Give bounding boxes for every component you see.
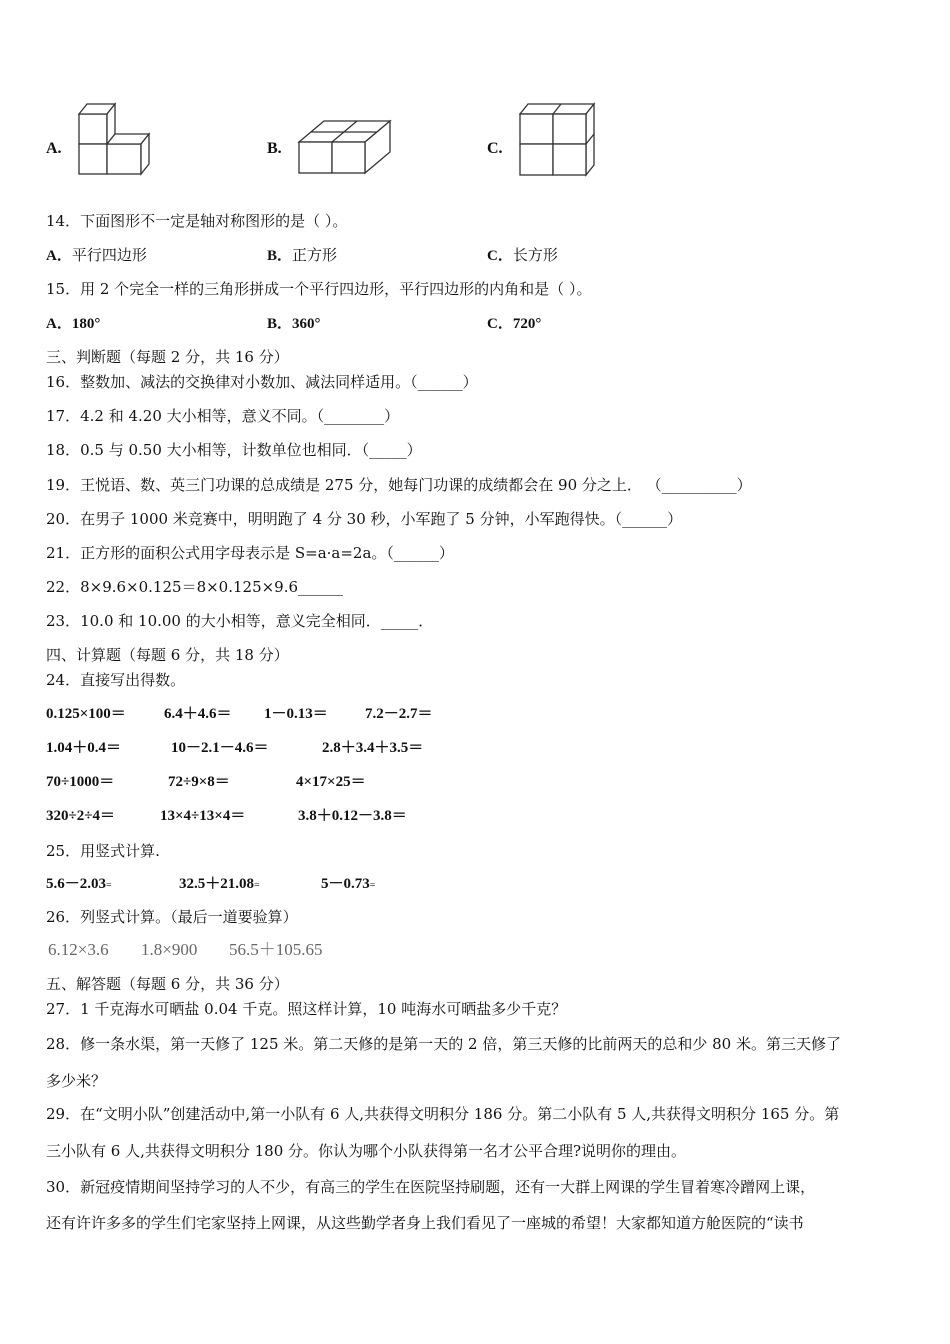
question-28-line-2: 多少米？ (46, 1072, 107, 1090)
q14-option-b: B．正方形 (267, 246, 338, 264)
question-26: 26．列竖式计算。（最后一道要验算） (46, 908, 298, 926)
vertical-calc-item: 32.5＋21.08= (179, 876, 260, 892)
q14-options (46, 245, 906, 265)
question-14: 14．下面图形不一定是轴对称图形的是（ ）。 (46, 212, 348, 230)
question-17: 17．4.2 和 4.20 大小相等，意义不同。（________） (46, 407, 400, 425)
vertical-calc-item: 5－0.73= (321, 876, 376, 892)
calc-item: 320÷2÷4＝ (46, 808, 115, 824)
calc-item: 13×4÷13×4＝ (160, 808, 246, 824)
question-20: 20．在男子 1000 米竞赛中，明明跑了 4 分 30 秒，小军跑了 5 分钟，小军跑得快。（______） (46, 510, 683, 528)
calc-item: 2.8＋3.4＋3.5＝ (322, 740, 424, 756)
calc-row-4 (46, 806, 906, 826)
question-29-line-2: 三小队有 6 人,共获得文明积分 180 分。你认为哪个小队获得第一名才公平合理?说明你的理由。 (46, 1142, 687, 1160)
vertical-calc-row (46, 874, 906, 894)
question-25: 25．用竖式计算. (46, 842, 160, 860)
q14-option-c: C．长方形 (487, 246, 558, 264)
option-label: C. (487, 140, 503, 157)
q15-option-c: C．720° (487, 316, 542, 332)
calc-item: 1.04＋0.4＝ (46, 740, 122, 756)
calc-row-2 (46, 738, 906, 758)
question-24: 24．直接写出得数。 (46, 671, 186, 689)
question-29-line-1: 29．在“文明小队”创建活动中,第一小队有 6 人,共获得文明积分 186 分。第二小队有 5 人,共获得文明积分 165 分。第 (46, 1105, 840, 1123)
column-calc-item: 56.5＋105.65 (229, 940, 323, 959)
question-19: 19．王悦语、数、英三门功课的总成绩是 275 分，她每门功课的成绩都会在 90 分之上． （__________） (46, 476, 752, 494)
question-28-line-1: 28．修一条水渠，第一天修了 125 米。第二天修的是第一天的 2 倍，第三天修的比前两天的总和少 80 米。第三天修了 (46, 1035, 841, 1053)
column-calc-row (46, 939, 906, 961)
section-5-heading: 五、解答题（每题 6 分，共 36 分） (46, 975, 289, 993)
calc-item: 3.8＋0.12－3.8＝ (298, 808, 407, 824)
cube-figure-b (294, 116, 394, 178)
question-22: 22．8×9.6×0.125＝8×0.125×9.6______ (46, 578, 344, 596)
vertical-calc-item: 5.6－2.03= (46, 876, 112, 892)
column-calc-item: 6.12×3.6 (48, 940, 109, 959)
section-4-heading: 四、计算题（每题 6 分，共 18 分） (46, 646, 289, 664)
calc-row-1 (46, 704, 906, 724)
calc-item: 6.4＋4.6＝ (164, 706, 232, 722)
column-calc-item: 1.8×900 (141, 940, 198, 959)
question-30-line-2: 还有许许多多的学生们宅家坚持上网课，从这些勤学者身上我们看见了一座城的希望！大家都知道方舱医院的“读书 (46, 1214, 804, 1232)
section-3-heading: 三、判断题（每题 2 分，共 16 分） (46, 348, 289, 366)
option-label: A. (46, 140, 62, 157)
cube-figure-a (74, 100, 154, 178)
question-18: 18．0.5 与 0.50 大小相等，计数单位也相同．（_____） (46, 441, 422, 459)
calc-item: 7.2－2.7＝ (365, 706, 433, 722)
cube-figure-c (515, 100, 599, 180)
calc-item: 1－0.13＝ (264, 706, 328, 722)
q15-option-b: B．360° (267, 316, 321, 332)
question-30-line-1: 30．新冠疫情期间坚持学习的人不少，有高三的学生在医院坚持刷题，还有一大群上网课的学生冒着寒冷蹭网上课， (46, 1178, 816, 1196)
q15-options (46, 313, 906, 333)
calc-item: 70÷1000＝ (46, 774, 115, 790)
calc-item: 72÷9×8＝ (168, 774, 230, 790)
q14-option-a: A．平行四边形 (46, 246, 147, 264)
q15-option-a: A．180° (46, 316, 101, 332)
calc-item: 10－2.1－4.6＝ (171, 740, 269, 756)
question-23: 23．10.0 和 10.00 的大小相等，意义完全相同．_____． (46, 612, 434, 630)
question-16: 16．整数加、减法的交换律对小数加、减法同样适用。（______） (46, 373, 478, 391)
question-21: 21．正方形的面积公式用字母表示是 S=a·a=2a。（______） (46, 544, 454, 562)
calc-item: 4×17×25＝ (296, 774, 366, 790)
calc-item: 0.125×100＝ (46, 706, 126, 722)
calc-row-3 (46, 772, 906, 792)
question-27: 27．1 千克海水可晒盐 0.04 千克。照这样计算，10 吨海水可晒盐多少千克？ (46, 1000, 567, 1018)
option-label: B. (267, 140, 282, 157)
question-15: 15．用 2 个完全一样的三角形拼成一个平行四边形，平行四边形的内角和是（ ）。 (46, 280, 592, 298)
